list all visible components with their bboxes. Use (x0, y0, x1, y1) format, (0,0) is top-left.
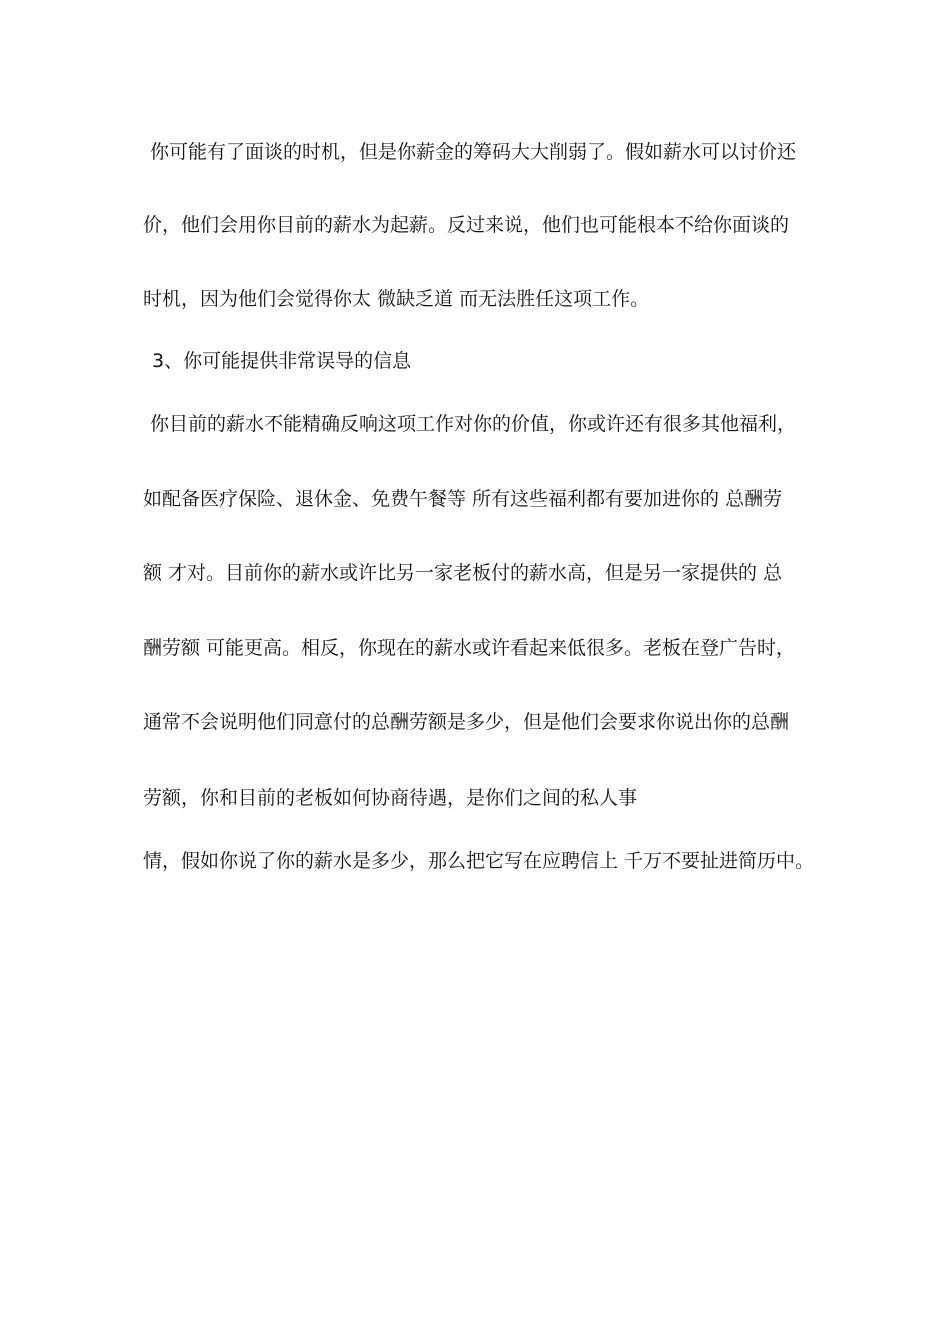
paragraph-line-6: 如配备医疗保险、退休金、免费午餐等 所有这些福利都有要加进你的 总酬劳 (143, 488, 783, 510)
paragraph-line-5: 你目前的薪水不能精确反响这项工作对你的价值，你或许还有很多其他福利， (150, 413, 797, 435)
paragraph-line-11: 情，假如你说了你的薪水是多少，那么把它写在应聘信上 千万不要扯进简历中。 (143, 850, 815, 872)
paragraph-line-3: 时机，因为他们会觉得你太 微缺乏道 而无法胜任这项工作。 (143, 288, 650, 310)
paragraph-line-10: 劳额，你和目前的老板如何协商待遇，是你们之间的私人事 (143, 787, 638, 809)
paragraph-line-1: 你可能有了面谈的时机，但是你薪金的筹码大大削弱了。假如薪水可以讨价还 (150, 141, 797, 163)
paragraph-line-2: 价，他们会用你目前的薪水为起薪。反过来说，他们也可能根本不给你面谈的 (143, 214, 790, 236)
paragraph-line-8: 酬劳额 可能更高。相反，你现在的薪水或许看起来低很多。老板在登广告时， (143, 637, 796, 659)
section-heading: 3、你可能提供非常误导的信息 (152, 350, 412, 372)
paragraph-line-9: 通常不会说明他们同意付的总酬劳额是多少，但是他们会要求你说出你的总酬 (143, 711, 790, 733)
paragraph-line-7: 额 才对。目前你的薪水或许比另一家老板付的薪水高，但是另一家提供的 总 (143, 562, 783, 584)
